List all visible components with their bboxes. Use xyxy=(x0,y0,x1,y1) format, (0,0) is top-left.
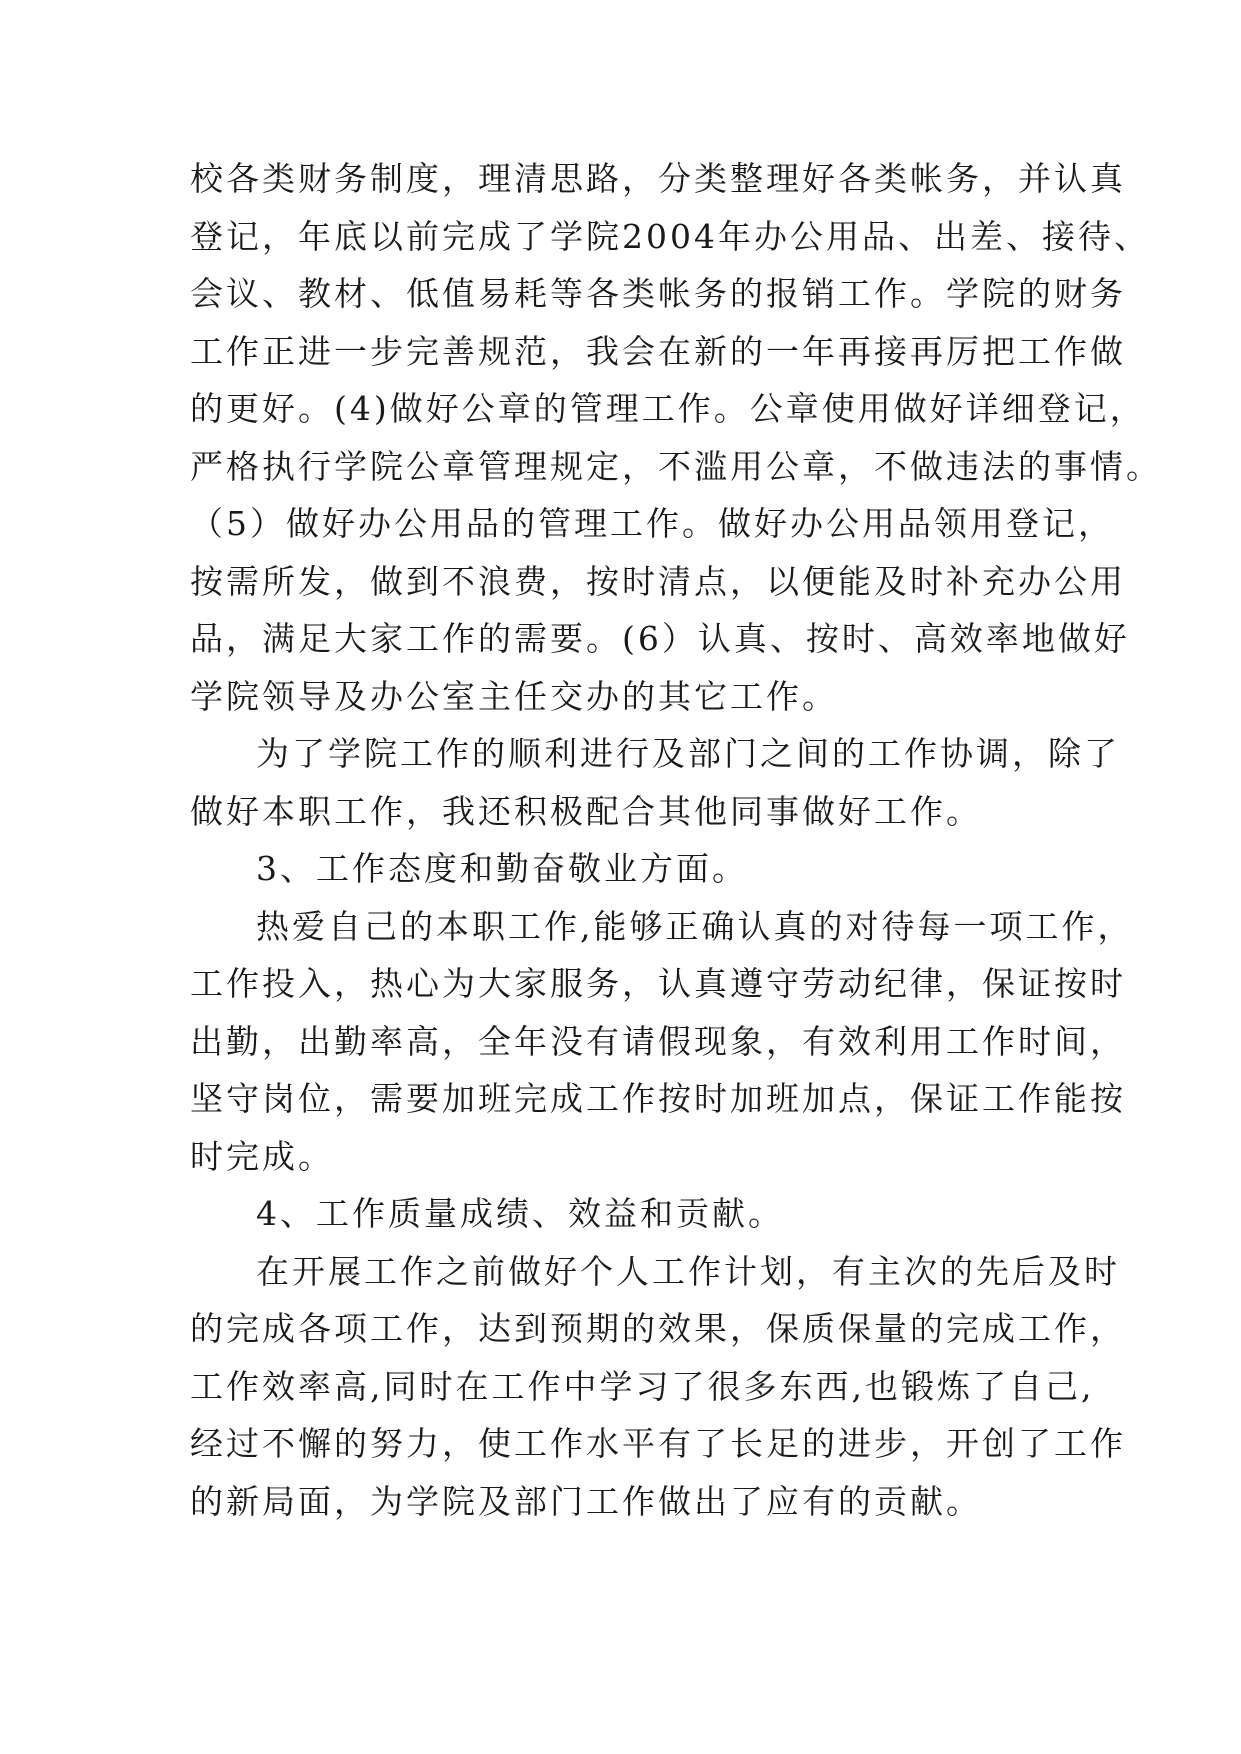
text-line: 学院领导及办公室主任交办的其它工作。 xyxy=(190,676,838,716)
text-line: 经过不懈的努力，使工作水平有了长足的进步，开创了工作 xyxy=(190,1424,1126,1463)
section-heading: 4、工作质量成绩、效益和贡献。 xyxy=(256,1194,784,1233)
text-line: 做好本职工作，我还积极配合其他同事做好工作。 xyxy=(190,791,982,831)
paragraph-first-line: 热爱自己的本职工作,能够正确认真的对待每一项工作， xyxy=(256,906,1134,946)
text-line: 坚守岗位，需要加班完成工作按时加班加点，保证工作能按 xyxy=(190,1079,1126,1118)
text-line: 的新局面，为学院及部门工作做出了应有的贡献。 xyxy=(190,1481,982,1521)
paragraph-first-line: 在开展工作之前做好个人工作计划，有主次的先后及时 xyxy=(256,1251,1120,1291)
text-line: （5）做好办公用品的管理工作。做好办公用品领用登记， xyxy=(190,504,1114,543)
paragraph-first-line: 为了学院工作的顺利进行及部门之间的工作协调，除了 xyxy=(256,734,1120,773)
text-line: 出勤，出勤率高，全年没有请假现象，有效利用工作时间， xyxy=(190,1021,1126,1061)
text-line: 校各类财务制度，理清思路，分类整理好各类帐务，并认真 xyxy=(190,159,1126,198)
text-line: 的更好。(4)做好公章的管理工作。公章使用做好详细登记， xyxy=(190,389,1146,428)
text-line: 品，满足大家工作的需要。(6）认真、按时、高效率地做好 xyxy=(190,619,1130,658)
section-heading: 3、工作态度和勤奋敬业方面。 xyxy=(256,849,748,888)
text-line: 工作正进一步完善规范，我会在新的一年再接再厉把工作做 xyxy=(190,331,1126,371)
text-line: 会议、教材、低值易耗等各类帐务的报销工作。学院的财务 xyxy=(190,274,1126,313)
text-line: 的完成各项工作，达到预期的效果，保质保量的完成工作， xyxy=(190,1309,1126,1348)
text-line: 工作效率高,同时在工作中学习了很多东西,也锻炼了自己, xyxy=(190,1366,1095,1406)
text-line: 严格执行学院公章管理规定，不滥用公章，不做违法的事情。 xyxy=(190,446,1162,486)
document-body xyxy=(190,150,1162,1530)
text-line: 登记，年底以前完成了学院2004年办公用品、出差、接待、 xyxy=(190,216,1150,256)
text-line: 时完成。 xyxy=(190,1136,334,1176)
text-line: 按需所发，做到不浪费，按时清点，以便能及时补充办公用 xyxy=(190,561,1126,601)
text-line: 工作投入，热心为大家服务，认真遵守劳动纪律，保证按时 xyxy=(190,964,1126,1003)
